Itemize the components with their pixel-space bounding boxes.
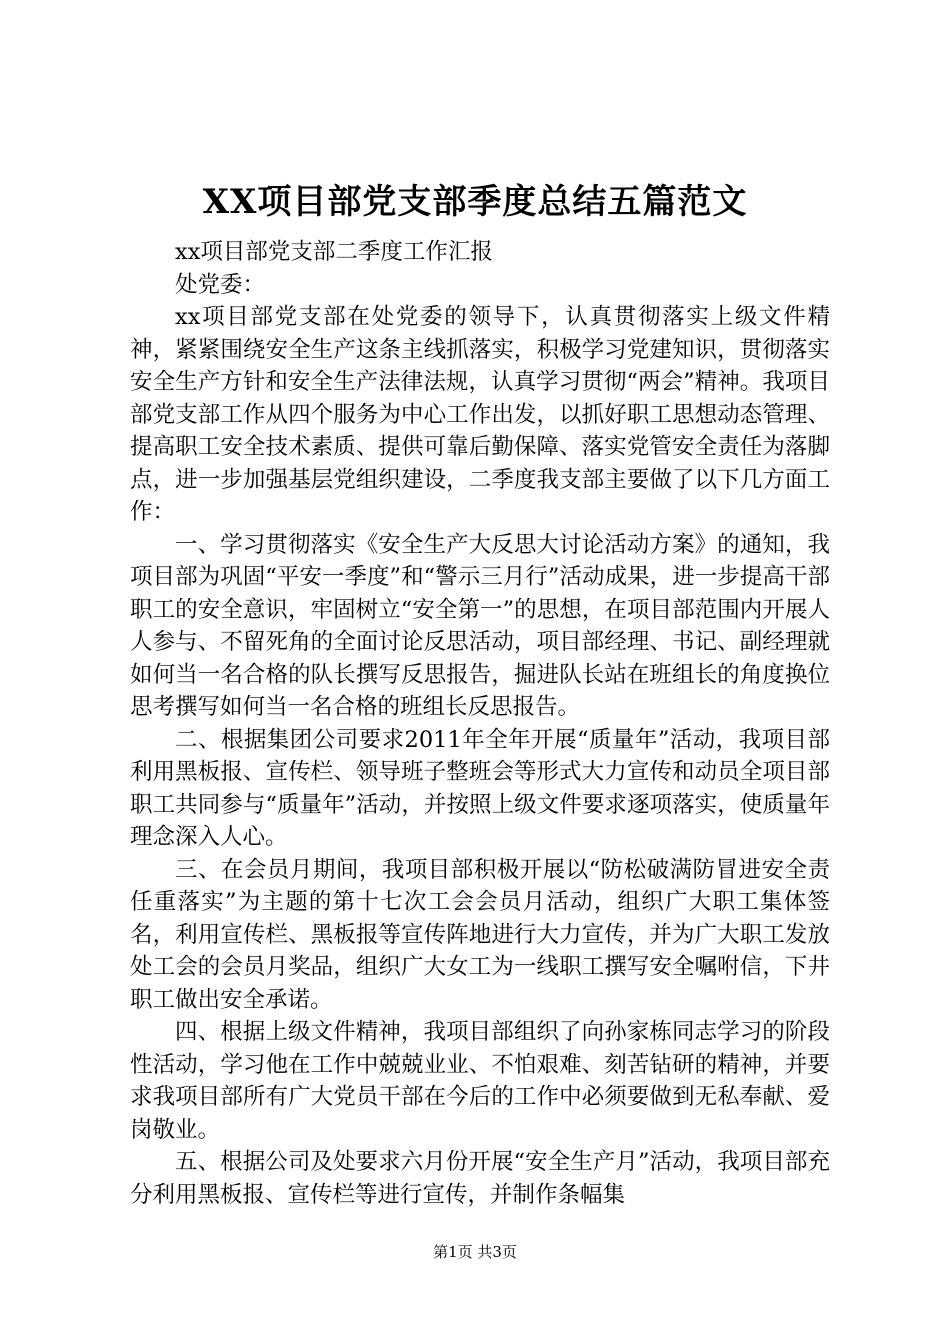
paragraph-item-2: 二、根据集团公司要求2011年全年开展“质量年”活动，我项目部利用黑板报、宣传栏、领导班子整班会等形式大力宣传和动员全项目部职工共同参与“质量年”活动，并按照上级文件要求逐项落实，使质量年理念深入人心。 xyxy=(130,726,830,850)
paragraph-item-4: 四、根据上级文件精神，我项目部组织了向孙家栋同志学习的阶段性活动，学习他在工作中兢兢业业、不怕艰难、刻苦钻研的精神，并要求我项目部所有广大党员干部在今后的工作中必须要做到无私奉献、爱岗敬业。 xyxy=(130,1019,830,1143)
paragraph-item-1: 一、学习贯彻落实《安全生产大反思大讨论活动方案》的通知，我项目部为巩固“平安一季度”和“警示三月行”活动成果，进一步提高干部职工的安全意识，牢固树立“安全第一”的思想，在项目部范围内开展人人参与、不留死角的全面讨论反思活动，项目部经理、书记、副经理就如何当一名合格的队长撰写反思报告，掘进队长站在班组长的角度换位思考撰写如何当一名合格的班组长反思报告。 xyxy=(130,531,830,720)
salutation: 处党委： xyxy=(175,271,266,298)
document-title: XX项目部党支部季度总结五篇范文 xyxy=(202,182,748,222)
document-body xyxy=(130,236,830,1211)
paragraph-item-5: 五、根据公司及处要求六月份开展“安全生产月”活动，我项目部充分利用黑板报、宣传栏等进行宣传，并制作条幅集 xyxy=(130,1149,830,1208)
page-number-footer: 第1页 共3页 xyxy=(433,1243,517,1261)
paragraph-intro: xx项目部党支部在处党委的领导下，认真贯彻落实上级文件精神，紧紧围绕安全生产这条主线抓落实，积极学习党建知识，贯彻落实安全生产方针和安全生产法律法规，认真学习贯彻“两会”精神。我项目部党支部工作从四个服务为中心工作出发，以抓好职工思想动态管理、提高职工安全技术素质、提供可靠后勤保障、落实党管安全责任为落脚点，进一步加强基层党组织建设，二季度我支部主要做了以下几方面工作： xyxy=(130,304,830,525)
paragraph-item-3: 三、在会员月期间，我项目部积极开展以“防松破满防冒进安全责任重落实”为主题的第十七次工会会员月活动，组织广大职工集体签名，利用宣传栏、黑板报等宣传阵地进行大力宣传，并为广大职工发放处工会的会员月奖品，组织广大女工为一线职工撰写安全嘱咐信，下井职工做出安全承诺。 xyxy=(130,856,830,1013)
report-heading: xx项目部党支部二季度工作汇报 xyxy=(175,239,493,265)
